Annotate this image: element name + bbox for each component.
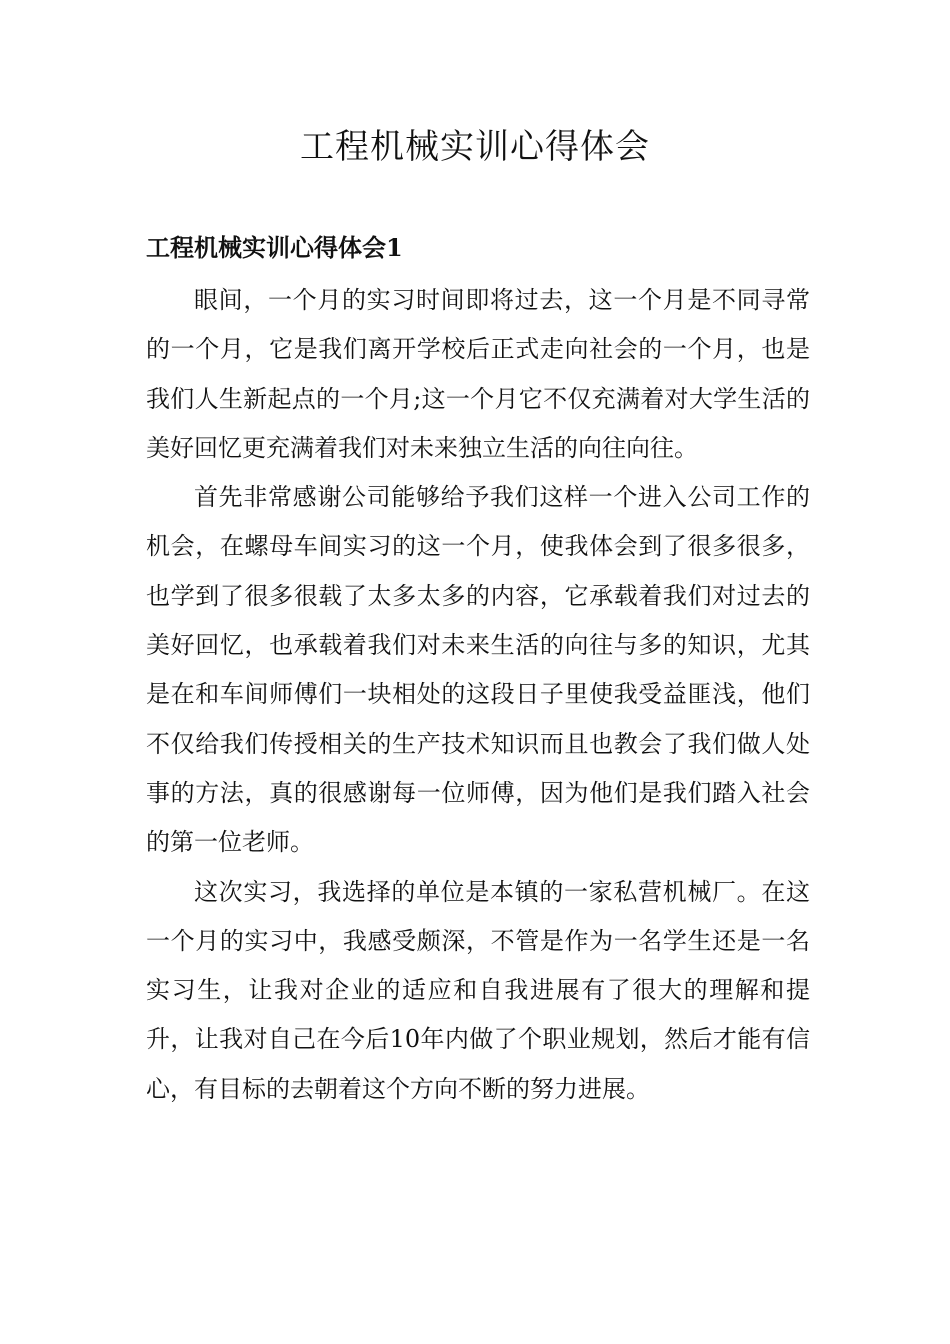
document-title: 工程机械实训心得体会 <box>300 127 650 167</box>
paragraph-3: 这次实习，我选择的单位是本镇的一家私营机械厂。在这一个月的实习中，我感受颇深，不管是作为一名学生还是一名实习生，让我对企业的适应和自我进展有了很大的理解和提升，让我对自己在今后10年内做了个职业规划，然后才能有信心，有目标的去朝着这个方向不断的努力进展。 <box>146 877 810 1103</box>
paragraph-1: 眼间，一个月的实习时间即将过去，这一个月是不同寻常的一个月，它是我们离开学校后正式走向社会的一个月，也是我们人生新起点的一个月;这一个月它不仅充满着对大学生活的美好回忆更充满着我们对未来独立生活的向往向往。 <box>146 286 810 462</box>
paragraph-2: 首先非常感谢公司能够给予我们这样一个进入公司工作的机会，在螺母车间实习的这一个月，使我体会到了很多很多，也学到了很多很载了太多太多的内容，它承载着我们对过去的美好回忆，也承载着我们对未来生活的向往与多的知识，尤其是在和车间师傅们一块相处的这段日子里使我受益匪浅，他们不仅给我们传授相关的生产技术知识而且也教会了我们做人处事的方法，真的很感谢每一位师傅，因为他们是我们踏入社会的第一位老师。 <box>146 483 810 857</box>
document-body <box>146 276 810 1114</box>
section-heading: 工程机械实训心得体会1 <box>146 233 403 262</box>
